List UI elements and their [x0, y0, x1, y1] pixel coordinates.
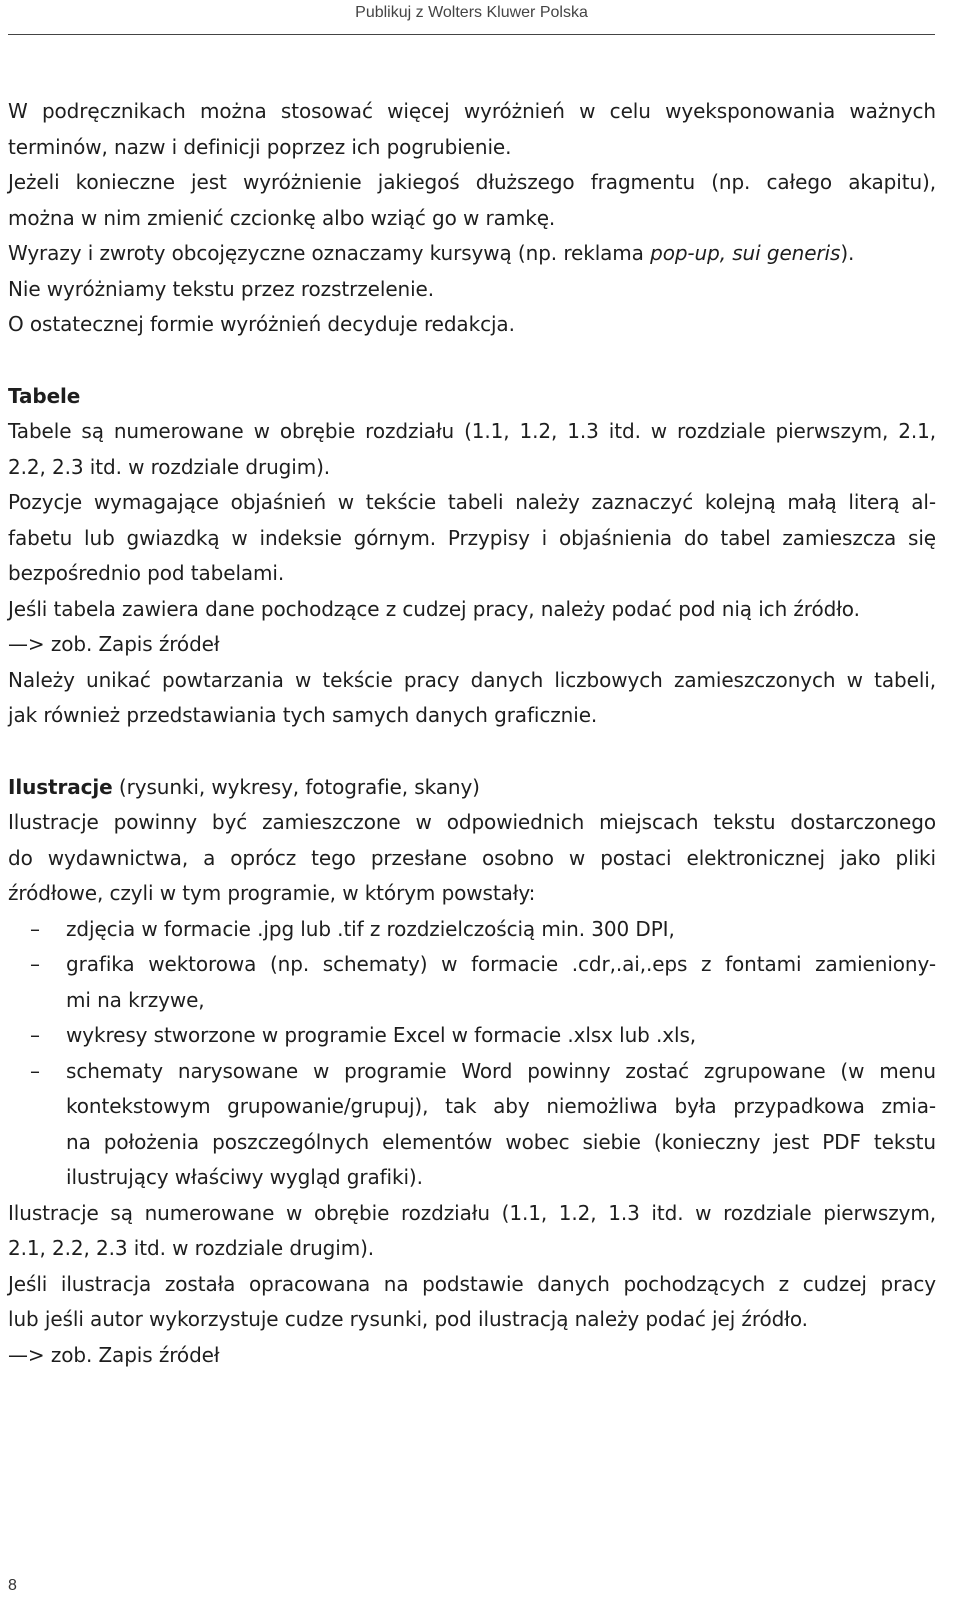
page-header: [8, 0, 935, 35]
section-heading-tables: Tabele: [8, 383, 81, 408]
paragraph-illustrations-intro: [8, 805, 936, 912]
list-item-text: wykresy stworzone w programie Excel w formacie .xlsx lub .xls,: [66, 1023, 697, 1047]
list-item: [8, 912, 936, 948]
text-segment: ).: [840, 241, 855, 265]
text-line: do wydawnictwa, a oprócz tego przesłane osobno w postaci elektronicznej jako pliki: [8, 845, 936, 870]
list-item: [8, 947, 936, 1018]
italic-example: pop-up, sui generis: [650, 241, 841, 265]
page-number: 8: [8, 1577, 17, 1594]
text-line: W podręcznikach można stosować więcej wyróżnień w celu wyeksponowania ważnych: [8, 99, 936, 123]
paragraph-illustration-numbering: [8, 1196, 936, 1267]
paragraph-table-footnotes: [8, 485, 936, 592]
list-item: [8, 1018, 936, 1054]
text-line: Jeżeli konieczne jest wyróżnienie jakiegoś dłuższego fragmentu (np. całego akapitu),: [8, 170, 936, 194]
list-dash: –: [30, 952, 40, 976]
text-line: Tabele są numerowane w obrębie rozdziału (1.1, 1.2, 1.3 itd. w rozdziale pierwszym, 2.1,: [8, 419, 936, 443]
heading-bold: Ilustracje: [8, 774, 113, 799]
text-line: fabetu lub gwiazdką w indeksie górnym. Przypisy i objaśnienia do tabel zamieszcza się: [8, 525, 936, 550]
text-line: Jeśli ilustracja została opracowana na podstawie danych pochodzących z cudzej pracy: [8, 1271, 936, 1296]
list-dash: –: [30, 1058, 40, 1083]
section-heading-illustrations: [8, 770, 936, 806]
paragraph-emphasis-font: [8, 165, 936, 236]
see-sources-link: —> zob. Zapis źródeł: [8, 632, 220, 656]
text-line: Należy unikać powtarzania w tekście pracy danych liczbowych zamieszczonych w tabeli,: [8, 667, 936, 692]
text-line: źródłowe, czyli w tym programie, w którym powstały:: [8, 881, 536, 905]
list-item-text: kontekstowym grupowanie/grupuj), tak aby niemożliwa była przypadkowa zmia-: [66, 1094, 936, 1118]
paragraph-table-source: Jeśli tabela zawiera dane pochodzące z cudzej pracy, należy podać pod nią ich źródło.: [8, 596, 860, 621]
paragraph-table-repetition: [8, 663, 936, 734]
text-line: 2.2, 2.3 itd. w rozdziale drugim).: [8, 454, 331, 479]
page-content: [8, 94, 936, 1373]
paragraph-table-numbering: [8, 414, 936, 485]
heading-suffix: (rysunki, wykresy, fotografie, skany): [112, 774, 480, 799]
paragraph-emphasis-italic: [8, 236, 936, 272]
text-line: Pozycje wymagające objaśnień w tekście tabeli należy zaznaczyć kolejną małą literą al-: [8, 490, 936, 514]
text-line: terminów, nazw i definicji poprzez ich pogrubienie.: [8, 134, 512, 159]
header-title: Publikuj z Wolters Kluwer Polska: [355, 4, 588, 21]
text-line: Ilustracje powinny być zamieszczone w odpowiednich miejscach tekstu dostarczonego: [8, 810, 936, 834]
paragraph-illustration-source: [8, 1267, 936, 1338]
list-item-text: grafika wektorowa (np. schematy) w formacie .cdr,.ai,.eps z fontami zamieniony-: [66, 952, 936, 976]
list-item-text: na położenia poszczególnych elementów wobec siebie (konieczny jest PDF tekstu: [66, 1129, 936, 1154]
section-gap: [8, 343, 936, 379]
list-item: [8, 1054, 936, 1196]
section-gap: [8, 734, 936, 770]
text-segment: Wyrazy i zwroty obcojęzyczne oznaczamy kursywą (np. reklama: [8, 241, 651, 265]
text-line: jak również przedstawiania tych samych danych graficznie.: [8, 703, 598, 727]
text-line: można w nim zmienić czcionkę albo wziąć go w ramkę.: [8, 205, 556, 230]
list-item-text: schematy narysowane w programie Word powinny zostać zgrupowane (w menu: [66, 1058, 936, 1083]
see-sources-link: —> zob. Zapis źródeł: [8, 1342, 220, 1367]
illustration-format-list: [8, 912, 936, 1196]
list-dash: –: [30, 1023, 40, 1047]
list-item-text: zdjęcia w formacie .jpg lub .tif z rozdzielczością min. 300 DPI,: [66, 916, 675, 941]
list-item-text: ilustrujący właściwy wygląd grafiki).: [66, 1165, 423, 1189]
paragraph-no-spacing: Nie wyróżniamy tekstu przez rozstrzelenie.: [8, 276, 435, 301]
text-line: bezpośrednio pod tabelami.: [8, 561, 285, 585]
text-line: Ilustracje są numerowane w obrębie rozdziału (1.1, 1.2, 1.3 itd. w rozdziale pierwszym,: [8, 1200, 936, 1225]
list-dash: –: [30, 916, 40, 941]
text-line: 2.1, 2.2, 2.3 itd. w rozdziale drugim).: [8, 1236, 375, 1260]
paragraph-emphasis-bold: [8, 94, 936, 165]
text-line: lub jeśli autor wykorzystuje cudze rysunki, pod ilustracją należy podać jej źródło.: [8, 1307, 808, 1331]
list-item-text: mi na krzywe,: [66, 987, 205, 1012]
paragraph-editorial-decision: O ostatecznej formie wyróżnień decyduje redakcja.: [8, 312, 515, 336]
